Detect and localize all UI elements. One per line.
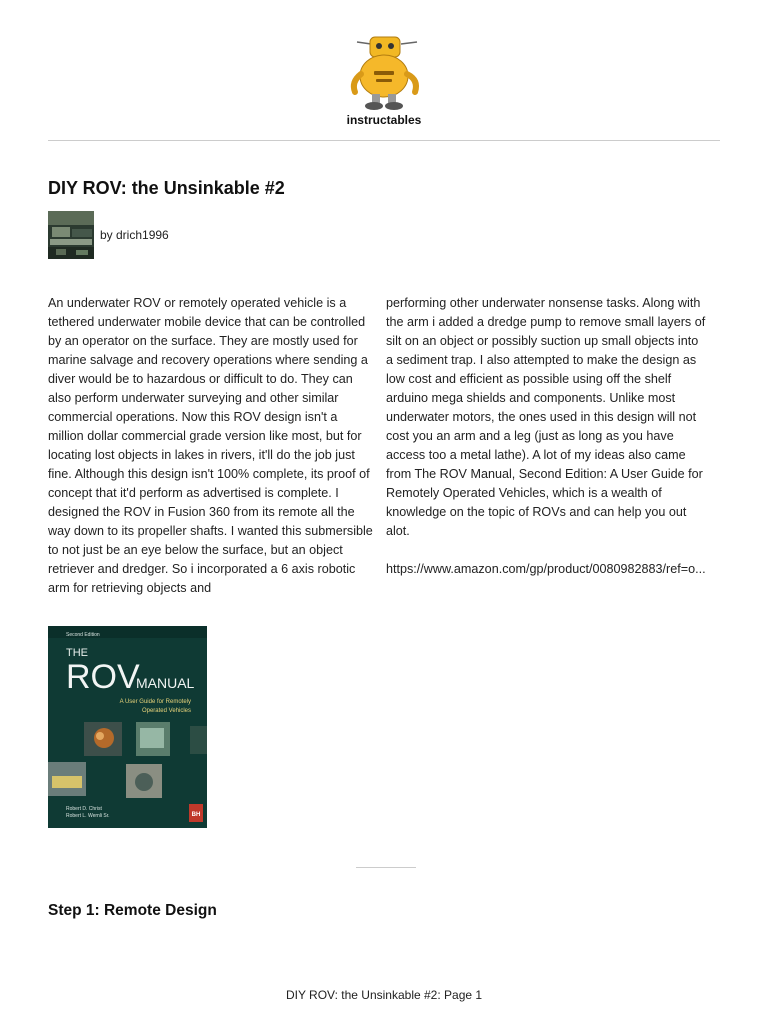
book-title-manual: MANUAL <box>136 675 195 691</box>
publisher-logo: BH <box>191 812 201 818</box>
book-title-rov: ROV <box>66 658 140 696</box>
book-edition: Second Edition <box>66 632 100 638</box>
page-title: DIY ROV: the Unsinkable #2 <box>48 178 285 198</box>
book-cover-image <box>48 626 207 828</box>
author-byline[interactable]: by drich1996 <box>100 228 169 242</box>
brand-name[interactable]: instructables <box>346 113 422 127</box>
page-footer: DIY ROV: the Unsinkable #2: Page 1 <box>285 988 483 1002</box>
amazon-link[interactable]: https://www.amazon.com/gp/product/0080982883/ref=o... <box>386 562 706 576</box>
book-subtitle-1: A User Guide for Remotely <box>119 699 191 705</box>
book-author-2: Robert L. Wernli Sr. <box>66 813 110 819</box>
body-paragraph: An underwater ROV or remotely operated vehicle is a tethered underwater mobile device that can be controlled by an operator on the surface. They are mostly used for marine salvage and recovery operations where sending a diver would be to hazardous or difficult to do. They can also perform underwater surveying and other similar commercial operations. Now this ROV design isn't a million dollar commercial grade version like most, but for locating lost objects in lakes in rivers, it'll do the job just fine. Although this design isn't 100% complete, its proof of concept that it'd perform as advertised is complete. I designed the ROV in Fusion 360 from its remote all the way down to its propeller shafts. I wanted this submersible to not just be an eye below the surface, but an object retriever and dredger. So i incorporated a 6 axis robotic arm for retrieving objects and <box>48 296 373 595</box>
book-subtitle-2: Operated Vehicles <box>141 708 191 714</box>
avatar[interactable] <box>48 211 94 259</box>
body-column-left <box>48 294 373 598</box>
page-header <box>0 0 768 141</box>
body-paragraph-continued: performing other underwater nonsense tasks. Along with the arm i added a dredge pump to remove small layers of silt on an object or possibly suction up small objects into a sediment trap. I also attempted to make the design as low cost and efficient as possible using off the shelf arduino mega shields and components. Unlike most underwater motors, the ones used in this design will not cost you an arm and a leg (just as long as you have access too a metal lathe). A lot of my ideas also came from The ROV Manual, Second Edition: A User Guide for Remotely Operated Vehicles, which is a wealth of knowledge on the topic of ROVs and can help you out alot. <box>386 296 706 538</box>
step-title: Step 1: Remote Design <box>48 902 217 919</box>
book-author-1: Robert D. Christ <box>66 806 102 812</box>
section-divider <box>356 867 416 868</box>
book-title-the: THE <box>66 647 88 659</box>
header-divider <box>48 140 720 141</box>
robot-mascot-icon[interactable] <box>343 34 425 112</box>
body-column-right <box>386 294 708 579</box>
